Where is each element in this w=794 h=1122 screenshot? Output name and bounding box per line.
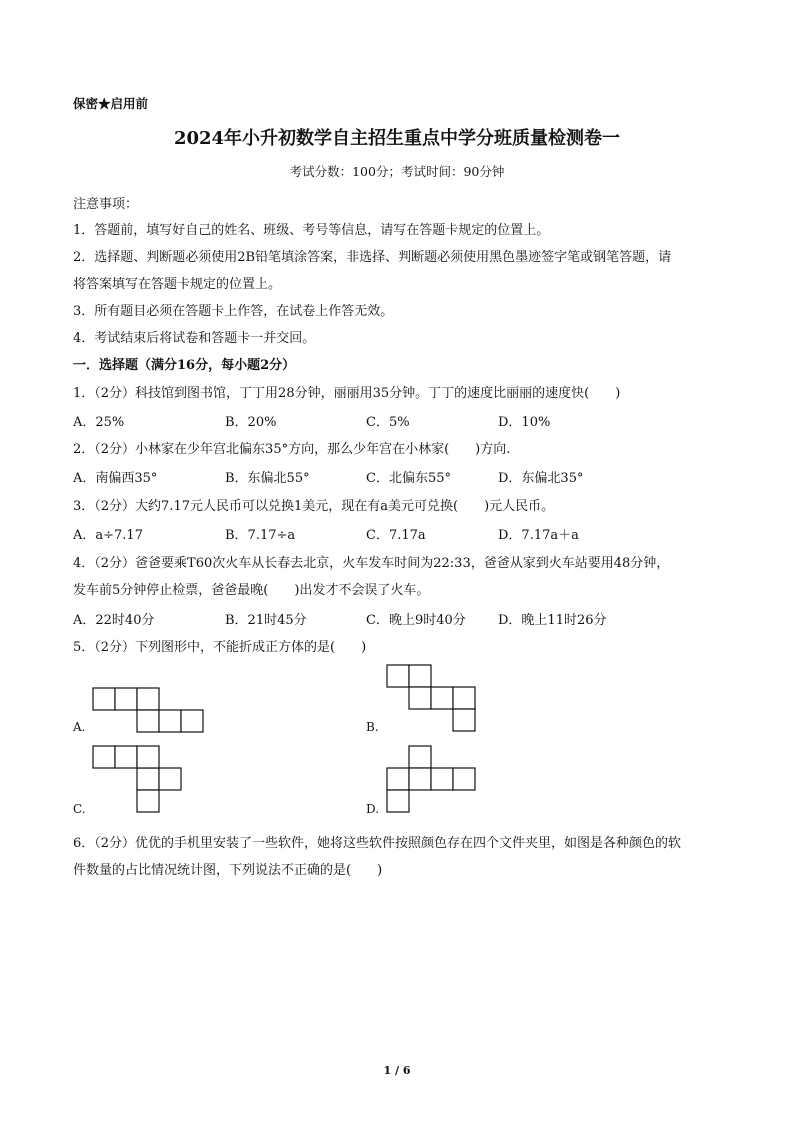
- q2-option-b: B．东偏北55°: [225, 471, 310, 486]
- q3-option-a: A．a÷7.17: [73, 528, 143, 543]
- cube-net-a: [93, 688, 205, 734]
- question-6: 6．（2分）优优的手机里安装了一些软件，她将这些软件按照颜色存在四个文件夹里，如图是各种颜色的软: [73, 836, 682, 851]
- q4-option-b: B．21时45分: [225, 613, 307, 628]
- confidential-label: 保密★启用前: [73, 96, 149, 111]
- q2-option-a: A．南偏西35°: [73, 471, 158, 486]
- figure-label-c: C.: [73, 802, 86, 816]
- question-2: 2．（2分）小林家在少年宫北偏东35°方向，那么少年宫在小林家( )方向.: [73, 442, 511, 457]
- q3-option-b: B．7.17÷a: [225, 528, 296, 543]
- q4-option-d: D．晚上11时26分: [498, 613, 607, 628]
- notice-item: 3．所有题目必须在答题卡上作答，在试卷上作答无效。: [73, 304, 394, 319]
- question-5: 5．（2分）下列图形中，不能折成正方体的是( ): [73, 640, 367, 655]
- q1-option-d: D．10%: [498, 415, 551, 430]
- q3-option-d: D．7.17a＋a: [498, 528, 579, 543]
- question-4: 4．（2分）爸爸要乘T60次火车从长春去北京，火车发车时间为22:33，爸爸从家到火车站要用48分钟，: [73, 556, 670, 571]
- q2-option-c: C．北偏东55°: [366, 471, 451, 486]
- notice-item: 4．考试结束后将试卷和答题卡一并交回。: [73, 331, 316, 346]
- cube-net-b: [387, 665, 477, 735]
- exam-info: 考试分数：100分；考试时间：90分钟: [289, 164, 505, 179]
- question-3: 3．（2分）大约7.17元人民币可以兑换1美元，现在有a美元可兑换( )元人民币。: [73, 499, 555, 514]
- notice-item: 2．选择题、判断题必须使用2B铅笔填涂答案，非选择、判断题必须使用黑色墨迹签字笔或钢笔答题，请: [73, 250, 672, 265]
- q2-option-d: D．东偏北35°: [498, 471, 584, 486]
- cube-net-c: [93, 746, 183, 816]
- q4-option-c: C．晚上9时40分: [366, 613, 466, 628]
- q1-option-a: A．25%: [73, 415, 125, 430]
- q1-option-b: B．20%: [225, 415, 277, 430]
- section-heading: 一．选择题（满分16分，每小题2分）: [73, 358, 296, 373]
- notice-item: 将答案填写在答题卡规定的位置上。: [73, 277, 282, 292]
- question-4-cont: 发车前5分钟停止检票，爸爸最晚( )出发才不会误了火车。: [73, 583, 430, 598]
- q1-option-c: C．5%: [366, 415, 410, 430]
- notice-item: 1．答题前，填写好自己的姓名、班级、考号等信息，请写在答题卡规定的位置上。: [73, 223, 550, 238]
- page-number: 1 / 6: [383, 1064, 411, 1077]
- question-6-cont: 件数量的占比情况统计图，下列说法不正确的是( ): [73, 863, 383, 878]
- page-title: 2024年小升初数学自主招生重点中学分班质量检测卷一: [173, 128, 621, 149]
- cube-net-d: [387, 746, 477, 816]
- notice-heading: 注意事项：: [73, 197, 139, 212]
- figure-label-b: B.: [366, 720, 379, 734]
- q3-option-c: C．7.17a: [366, 528, 426, 543]
- figure-label-a: A.: [73, 720, 86, 734]
- q4-option-a: A．22时40分: [73, 613, 155, 628]
- question-1: 1．（2分）科技馆到图书馆，丁丁用28分钟，丽丽用35分钟。丁丁的速度比丽丽的速度快( ): [73, 386, 621, 401]
- figure-label-d: D.: [366, 802, 380, 816]
